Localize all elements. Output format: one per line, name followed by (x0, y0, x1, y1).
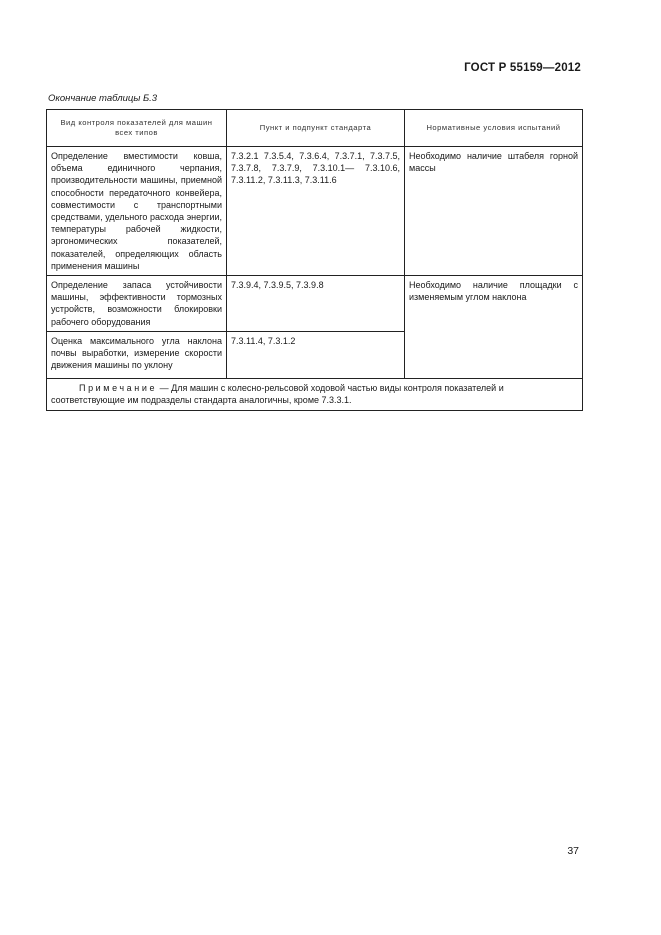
column-header-clauses: Пункт и подпункт стандарта (227, 110, 405, 147)
column-header-indicator: Вид контроля показателей для машин всех типов (47, 110, 227, 147)
note-row (47, 378, 583, 410)
clauses-cell: 7.3.11.4, 7.3.1.2 (227, 331, 405, 378)
indicator-cell: Определение вместимости ковша, объема единичного черпания, производительности машины, приемной способности передаточного конвейера, совместимости с транспортными средствами, удельного расхода энергии, температуры рабочей жидкости, эргономических показателей, показателей, определяющих область применения машины (47, 147, 227, 276)
note-text: — Для машин с колесно-рельсовой ходовой частью виды контроля показателей и соответствующие им подразделы стандарта аналогичны, кроме 7.3.3.1. (51, 382, 504, 406)
note-label: Примечание (79, 382, 158, 393)
table-header-row (47, 110, 583, 147)
indicator-cell: Оценка максимального угла наклона почвы выработки, измерение скорости движения машины по уклону (47, 331, 227, 378)
standard-designation: ГОСТ Р 55159—2012 (464, 62, 581, 74)
clauses-cell: 7.3.2.1 7.3.5.4, 7.3.6.4, 7.3.7.1, 7.3.7.5, 7.3.7.8, 7.3.7.9, 7.3.10.1— 7.3.10.6, 7.3.11.2, 7.3.11.3, 7.3.11.6 (227, 147, 405, 276)
column-header-conditions: Нормативные условия испытаний (405, 110, 583, 147)
table-note (47, 378, 583, 410)
standards-table (46, 109, 583, 411)
table-caption: Окончание таблицы Б.3 (48, 93, 158, 104)
conditions-cell: Необходимо наличие площадки с изменяемым углом наклона (405, 276, 583, 379)
table-row (47, 276, 583, 332)
table-row (47, 147, 583, 276)
page-number: 37 (567, 845, 579, 857)
conditions-cell: Необходимо наличие штабеля горной массы (405, 147, 583, 276)
indicator-cell: Определение запаса устойчивости машины, эффективности тормозных устройств, возможности блокировки рабочего оборудования (47, 276, 227, 332)
clauses-cell: 7.3.9.4, 7.3.9.5, 7.3.9.8 (227, 276, 405, 332)
